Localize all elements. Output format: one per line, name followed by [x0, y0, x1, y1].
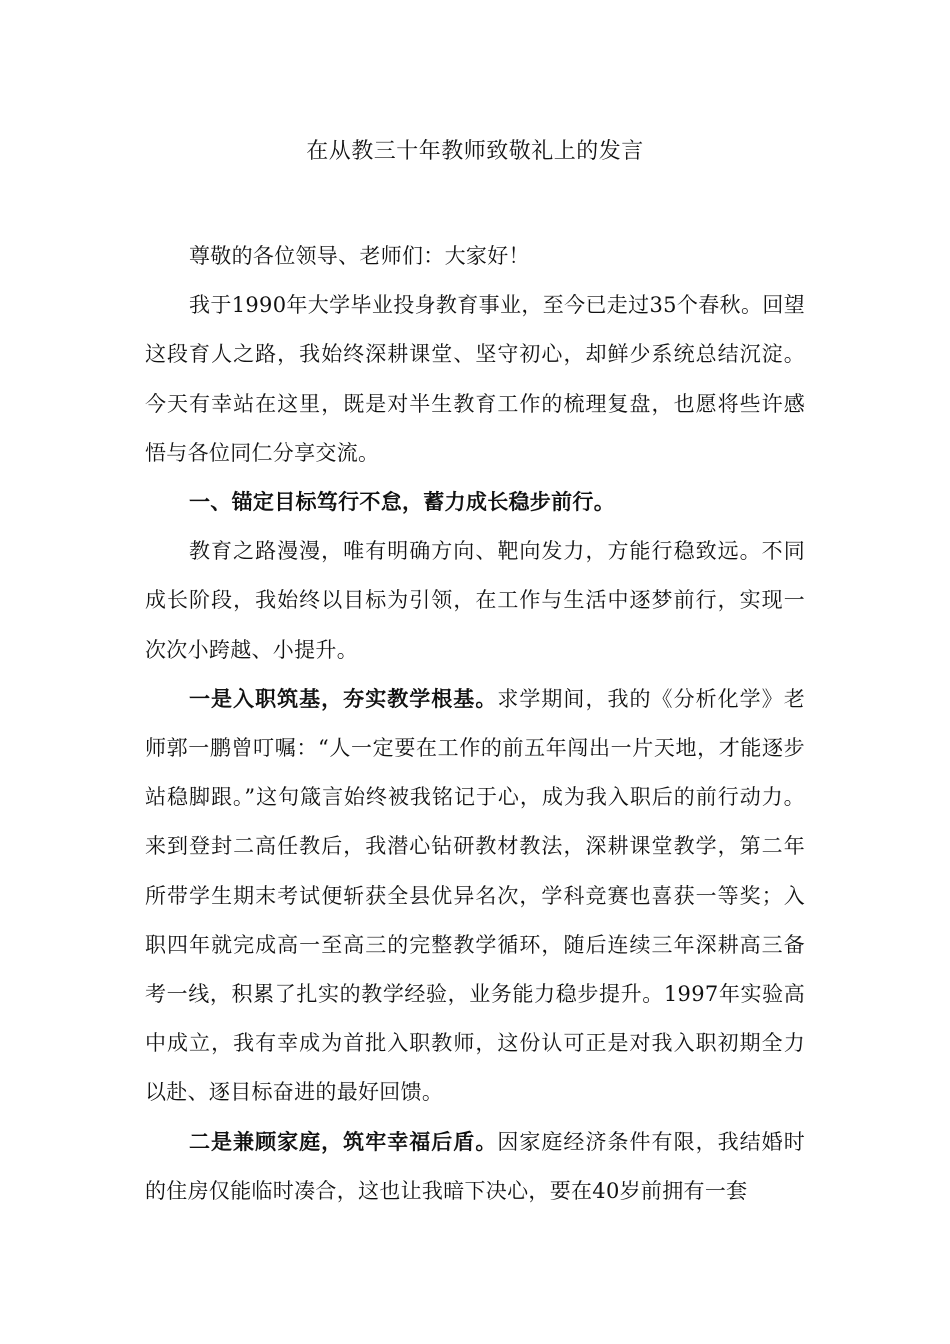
document-title: 在从教三十年教师致敬礼上的发言 [306, 139, 644, 164]
point-one-lead: 一是入职筑基，夯实教学根基。 [189, 686, 498, 711]
section-heading: 一、锚定目标笃行不怠，蓄力成长稳步前行。 [189, 490, 615, 515]
salutation-paragraph: 尊敬的各位领导、老师们：大家好！ [189, 244, 530, 268]
point-one-paragraph [145, 675, 805, 1118]
section-paragraph: 教育之路漫漫，唯有明确方向、靶向发力，方能行稳致远。不同成长阶段，我始终以目标为引领，在工作与生活中逐梦前行，实现一次次小跨越、小提升。 [145, 539, 805, 662]
document-body [145, 232, 805, 1216]
point-two-lead: 二是兼顾家庭，筑牢幸福后盾。 [189, 1129, 498, 1154]
intro-paragraph: 我于1990年大学毕业投身教育事业，至今已走过35个春秋。回望这段育人之路，我始终深耕课堂、坚守初心，却鲜少系统总结沉淀。今天有幸站在这里，既是对半生教育工作的梳理复盘，也愿将些许感悟与各位同仁分享交流。 [145, 293, 805, 465]
point-two-paragraph [145, 1118, 805, 1216]
point-two-text: 因家庭经济条件有限，我结婚时的住房仅能临时凑合，这也让我暗下决心，要在40岁前拥有一套 [145, 1129, 805, 1203]
point-one-text: 求学期间，我的《分析化学》老师郭一鹏曾叮嘱：“人一定要在工作的前五年闯出一片天地，才能逐步站稳脚跟。”这句箴言始终被我铭记于心，成为我入职后的前行动力。来到登封二高任教后，我潜心钻研教材教法，深耕课堂教学，第二年所带学生期末考试便斩获全县优异名次，学科竞赛也喜获一等奖；入职四年就完成高一至高三的完整教学循环，随后连续三年深耕高三备考一线，积累了扎实的教学经验，业务能力稳步提升。1997年实验高中成立，我有幸成为首批入职教师，这份认可正是对我入职初期全力以赴、逐目标奋进的最好回馈。 [145, 686, 805, 1105]
